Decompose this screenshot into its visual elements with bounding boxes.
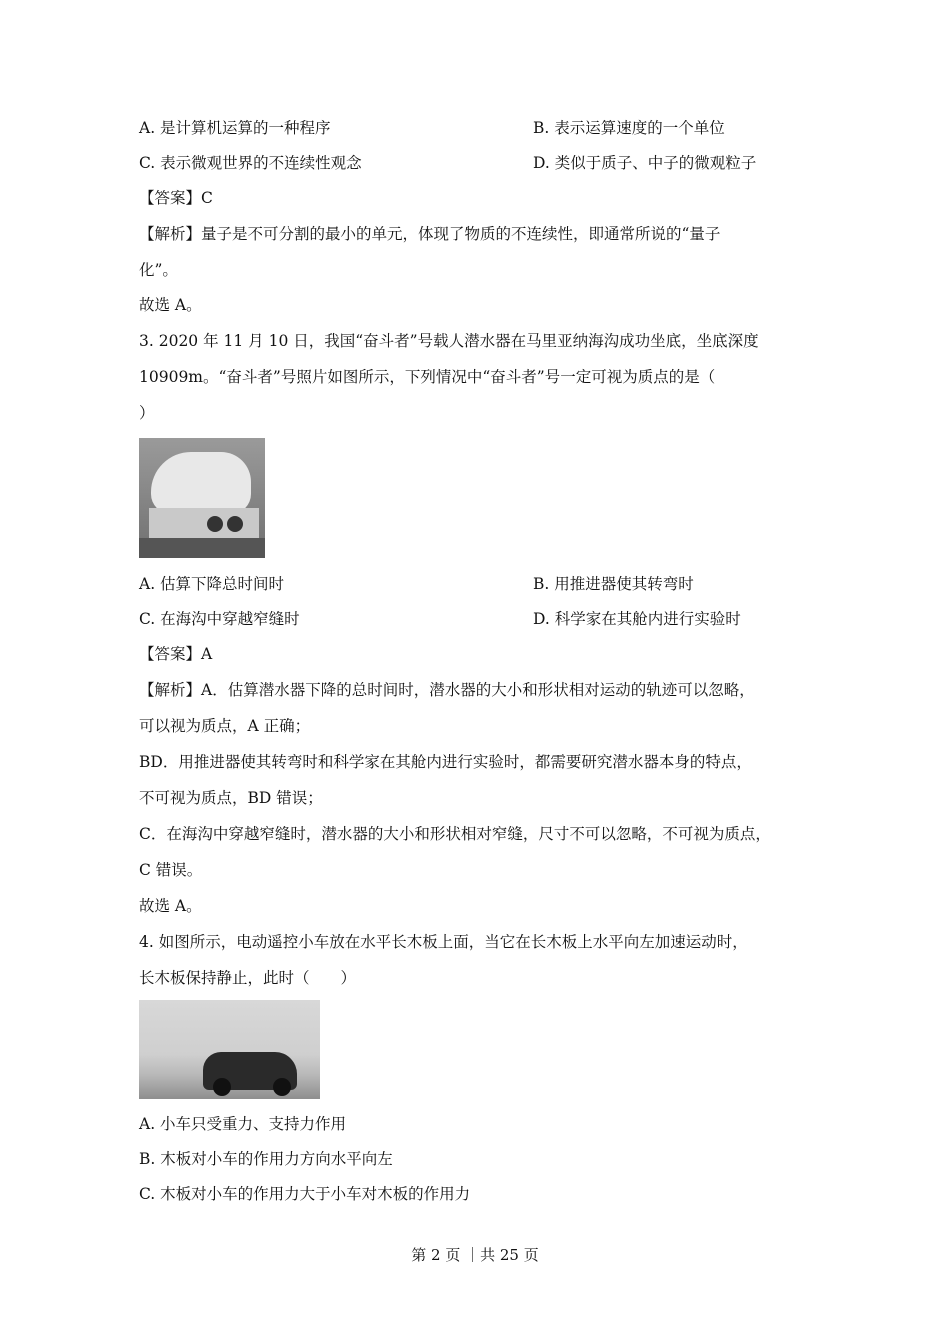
q3-analysis-line: 【解析】A．估算潜水器下降的总时间时，潜水器的大小和形状相对运动的轨迹可以忽略，	[139, 681, 755, 699]
q2-option-d: D. 类似于质子、中子的微观粒子	[533, 154, 757, 172]
q3-analysis-line: 可以视为质点，A 正确；	[139, 717, 311, 735]
page-footer: 第 2 页 ｜共 25 页	[411, 1246, 539, 1264]
q3-option-b: B. 用推进器使其转弯时	[533, 575, 694, 593]
q3-analysis-line: 故选 A。	[139, 897, 202, 915]
q4-stem-line: 长木板保持静止，此时（ ）	[139, 969, 357, 987]
q3-analysis-line: 不可视为质点，BD 错误；	[139, 789, 323, 807]
q3-answer: 【答案】A	[139, 645, 213, 663]
q3-stem-line: 3. 2020 年 11 月 10 日，我国“奋斗者”号载人潜水器在马里亚纳海沟成功坐底，坐底深度	[139, 332, 759, 350]
q4-option-c: C. 木板对小车的作用力大于小车对木板的作用力	[139, 1185, 471, 1203]
rc-car-photo	[139, 1000, 320, 1099]
q3-stem-line: ）	[139, 404, 155, 422]
q3-stem-line: 10909m。“奋斗者”号照片如图所示，下列情况中“奋斗者”号一定可视为质点的是（	[139, 368, 716, 386]
q3-option-c: C. 在海沟中穿越窄缝时	[139, 610, 300, 628]
q2-answer: 【答案】C	[139, 189, 213, 207]
q3-analysis-line: C 错误。	[139, 861, 203, 879]
q2-analysis-line: 故选 A。	[139, 296, 202, 314]
q2-option-b: B. 表示运算速度的一个单位	[533, 119, 725, 137]
q4-option-a: A. 小车只受重力、支持力作用	[139, 1115, 347, 1133]
q3-option-a: A. 估算下降总时间时	[139, 575, 285, 593]
q4-stem-line: 4. 如图所示，电动遥控小车放在水平长木板上面，当它在长木板上水平向左加速运动时，	[139, 933, 748, 951]
submersible-photo	[139, 438, 265, 558]
q3-analysis-line: C．在海沟中穿越窄缝时，潜水器的大小和形状相对窄缝，尺寸不可以忽略，不可视为质点，	[139, 825, 771, 843]
q2-option-a: A. 是计算机运算的一种程序	[139, 119, 331, 137]
q2-analysis-line: 【解析】量子是不可分割的最小的单元，体现了物质的不连续性，即通常所说的“量子	[139, 225, 721, 243]
q3-analysis-line: BD．用推进器使其转弯时和科学家在其舱内进行实验时，都需要研究潜水器本身的特点，	[139, 753, 752, 771]
q3-option-d: D. 科学家在其舱内进行实验时	[533, 610, 741, 628]
q2-option-c: C. 表示微观世界的不连续性观念	[139, 154, 362, 172]
q4-option-b: B. 木板对小车的作用力方向水平向左	[139, 1150, 393, 1168]
q2-analysis-line: 化”。	[139, 261, 178, 279]
